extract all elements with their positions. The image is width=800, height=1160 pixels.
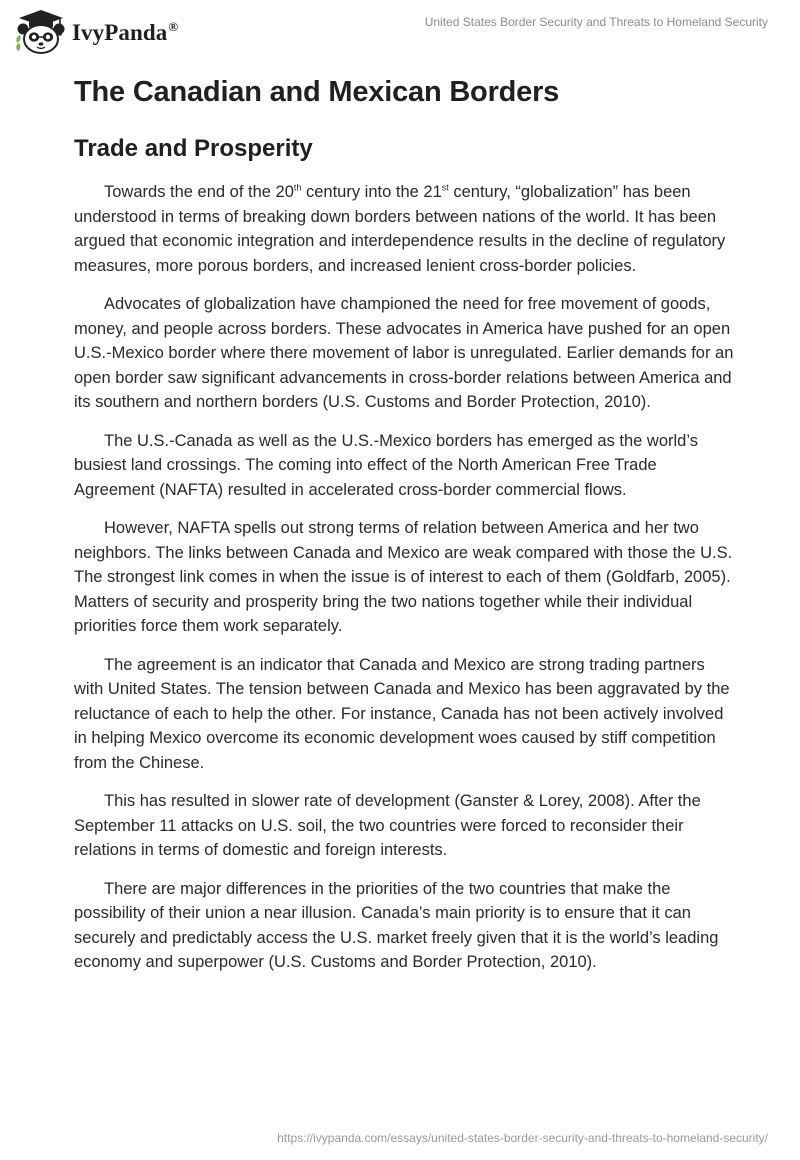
paragraph: This has resulted in slower rate of development (Ganster & Lorey, 2008). After the September 11 attacks on U.S. soil, the two countries were forced to reconsider their relations in terms of domestic and foreign interests. bbox=[74, 792, 701, 859]
paragraph: However, NAFTA spells out strong terms of relation between America and her two neighbors. The links between Canada and Mexico are weak compared with those the U.S. The strongest link comes in when the issue is of interest to each of them (Goldfarb, 2005). Matters of security and prosperity bring the two nations together while their individual priorities force them work separately. bbox=[74, 519, 733, 635]
panda-logo-icon bbox=[14, 9, 68, 55]
article bbox=[74, 70, 734, 989]
paragraph: The U.S.-Canada as well as the U.S.-Mexico borders has emerged as the world’s busiest land crossings. The coming into effect of the North American Free Trade Agreement (NAFTA) resulted in accelerated cross-border commercial flows. bbox=[74, 431, 698, 499]
paragraph: Advocates of globalization have championed the need for free movement of goods, money, and people across borders. These advocates in America have pushed for an open U.S.-Mexico border where there movement of labor is unregulated. Earlier demands for an open border saw significant advancements in cross-border relations between America and its southern and northern borders (U.S. Customs and Border Protection, 2010). bbox=[74, 295, 734, 411]
paragraph: There are major differences in the priorities of the two countries that make the possibility of their union a near illusion. Canada’s main priority is to ensure that it can securely and predictably access the U.S. market freely given that it is the world’s leading economy and superpower (U.S. Customs and Border Protection, 2010). bbox=[74, 879, 719, 971]
running-title: United States Border Security and Threats to Homeland Security bbox=[424, 15, 768, 29]
source-url-link[interactable]: https://ivypanda.com/essays/united-states-border-security-and-threats-to-homeland-security/ bbox=[277, 1131, 768, 1145]
article-body bbox=[74, 180, 734, 975]
logo[interactable] bbox=[14, 9, 178, 55]
page-header bbox=[0, 0, 800, 60]
logo-text: IvyPanda® bbox=[72, 19, 179, 45]
paragraph: Towards the end of the 20th century into the 21st century, “globalization” has been understood in terms of breaking down borders between nations of the world. It has been argued that economic integration and interdependence results in the decline of regulatory measures, more porous borders, and increased lenient cross-border policies. bbox=[74, 182, 726, 275]
paragraph: The agreement is an indicator that Canada and Mexico are strong trading partners with United States. The tension between Canada and Mexico has been aggravated by the reluctance of each to help the other. For instance, Canada has not been actively involved in helping Mexico overcome its economic development woes caused by stiff competition from the Chinese. bbox=[74, 655, 730, 772]
article-title: The Canadian and Mexican Borders bbox=[74, 76, 560, 108]
section-heading: Trade and Prosperity bbox=[74, 135, 313, 162]
